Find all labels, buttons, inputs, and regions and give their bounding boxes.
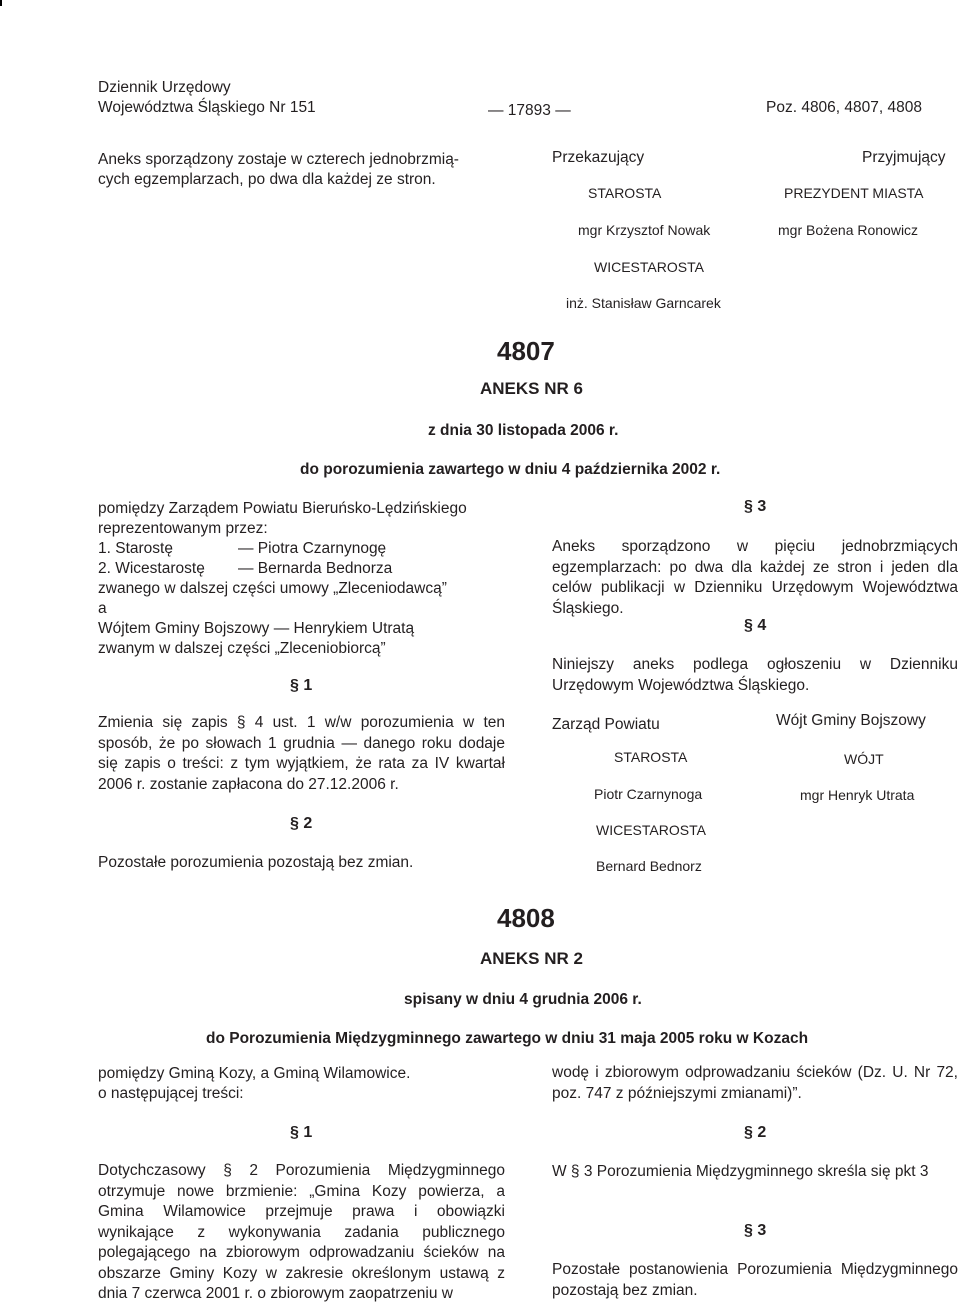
sig-zarzad-powiatu: Zarząd Powiatu — [552, 716, 660, 733]
doc-4807-s2-text: Pozostałe porozumienia pozostają bez zmian. — [98, 854, 414, 871]
przekazujacy-label: Przekazujący — [552, 149, 645, 166]
doc-4808-s3-title: § 3 — [744, 1222, 767, 1239]
page-number: — 17893 — — [488, 102, 571, 119]
doc-4808-s2-title: § 2 — [744, 1124, 767, 1141]
wicestarosta-name: inż. Stanisław Garncarek — [566, 295, 721, 311]
prezydent-title: PREZYDENT MIASTA — [784, 185, 924, 201]
doc-4808-s3-text: Pozostałe postanowienia Porozumienia Międzygminnego pozostają bez zmian. — [552, 1261, 958, 1299]
crop-mark — [0, 0, 2, 6]
przyjmujacy-label: Przyjmujący — [862, 149, 946, 166]
sig-wojt-title: WÓJT — [844, 751, 884, 767]
doc-4808-title: ANEKS NR 2 — [480, 949, 583, 968]
doc-4807-intro-represented: reprezentowanym przez: — [98, 520, 268, 537]
doc-4808-s2-text: W § 3 Porozumienia Międzygminnego skreśla się pkt 3 — [552, 1163, 929, 1180]
sig-wojt-name: mgr Henryk Utrata — [800, 787, 915, 803]
prev-closing-line1: Aneks sporządzony zostaje w czterech jednobrzmią- — [98, 151, 459, 168]
sig-starosta-title: STAROSTA — [614, 749, 688, 765]
doc-4808-s1-continuation: wodę i zbiorowym odprowadzaniu ścieków (Dz. U. Nr 72, poz. 747 z późniejszymi zmianami)”. — [552, 1064, 958, 1102]
rep1-label: 1. Starostę — [98, 540, 173, 557]
doc-4808-date: spisany w dniu 4 grudnia 2006 r. — [404, 991, 642, 1008]
doc-4807-s3-title: § 3 — [744, 498, 767, 515]
doc-4807-zleceniobiorca: zwanym w dalszej części „Zleceniobiorcą” — [98, 640, 386, 657]
doc-4807-rep2 — [98, 559, 392, 579]
doc-4807-date: z dnia 30 listopada 2006 r. — [428, 422, 619, 439]
doc-4807-s4-title: § 4 — [744, 617, 767, 634]
rep1-name: — Piotra Czarnynogę — [238, 540, 387, 557]
doc-4807-rep1 — [98, 539, 386, 559]
rep2-name: — Bernarda Bednorza — [238, 560, 393, 577]
doc-4807-number: 4807 — [497, 336, 555, 366]
starosta-title: STAROSTA — [588, 185, 662, 201]
doc-4807-s4-text: Niniejszy aneks podlega ogłoszeniu w Dzienniku Urzędowym Województwa Śląskiego. — [552, 656, 958, 694]
doc-4807-s3-text: Aneks sporządzono w pięciu jednobrzmiących egzemplarzach: po dwa dla każdej ze stron i jeden dla celów publikacji w Dzienniku Urzędowym Województwa Śląskiego. — [552, 538, 958, 617]
sig-wicestarosta-title: WICESTAROSTA — [596, 822, 706, 838]
doc-4808-s1-title: § 1 — [290, 1124, 313, 1141]
doc-4807-s1-title: § 1 — [290, 677, 313, 694]
sig-starosta-name: Piotr Czarnynoga — [594, 786, 703, 802]
sig-wicestarosta-name: Bernard Bednorz — [596, 858, 702, 874]
doc-4808-subject: do Porozumienia Międzygminnego zawartego w dniu 31 maja 2005 roku w Kozach — [206, 1030, 809, 1047]
doc-4807-and: a — [98, 600, 107, 617]
doc-4808-intro-content: o następującej treści: — [98, 1085, 244, 1102]
doc-4808-intro-parties: pomiędzy Gminą Kozy, a Gminą Wilamowice. — [98, 1065, 411, 1082]
starosta-name: mgr Krzysztof Nowak — [578, 222, 711, 238]
doc-4807-zleceniodawca: zwanego w dalszej części umowy „Zleceniodawcą” — [98, 580, 447, 597]
doc-4807-wojt: Wójtem Gminy Bojszowy — Henrykiem Utratą — [98, 620, 415, 637]
sig-wojt-gminy: Wójt Gminy Bojszowy — [776, 712, 926, 729]
doc-4808-s1-text: Dotychczasowy § 2 Porozumienia Międzygminnego otrzymuje nowe brzmienie: „Gmina Kozy powierza, a Gmina Wilamowice przejmuje prawa i obowiązki wynikające z wykonywania zadania publicznego polegającego na zbiorowym odprowadzaniu ścieków na obszarze Gminy Kozy w zakresie określonym ustawą z dnia 7 czerwca 2001 r. o zbiorowym zaopatrzeniu w — [98, 1162, 505, 1302]
doc-4808-number: 4808 — [497, 903, 555, 933]
journal-title-line2: Województwa Śląskiego Nr 151 — [98, 99, 316, 116]
doc-4807-intro-parties: pomiędzy Zarządem Powiatu Bieruńsko-Lędzińskiego — [98, 500, 467, 517]
wicestarosta-title: WICESTAROSTA — [594, 259, 704, 275]
journal-title-line1: Dziennik Urzędowy — [98, 79, 231, 96]
doc-4807-s2-title: § 2 — [290, 815, 313, 832]
doc-4807-s1-text: Zmienia się zapis § 4 ust. 1 w/w porozumienia w ten sposób, że po słowach 1 grudnia — danego roku dodaje się zapis o treści: z tym wyjątkiem, że rata za IV kwartał 2006 r. zostanie zapłacona do 27.12.2006 r. — [98, 714, 505, 793]
doc-4807-subject: do porozumienia zawartego w dniu 4 października 2002 r. — [300, 461, 721, 478]
position-numbers: Poz. 4806, 4807, 4808 — [766, 99, 922, 116]
rep2-label: 2. Wicestarostę — [98, 560, 205, 577]
prezydent-name: mgr Bożena Ronowicz — [778, 222, 919, 238]
prev-closing-line2: cych egzemplarzach, po dwa dla każdej ze stron. — [98, 171, 436, 188]
doc-4807-title: ANEKS NR 6 — [480, 379, 583, 398]
